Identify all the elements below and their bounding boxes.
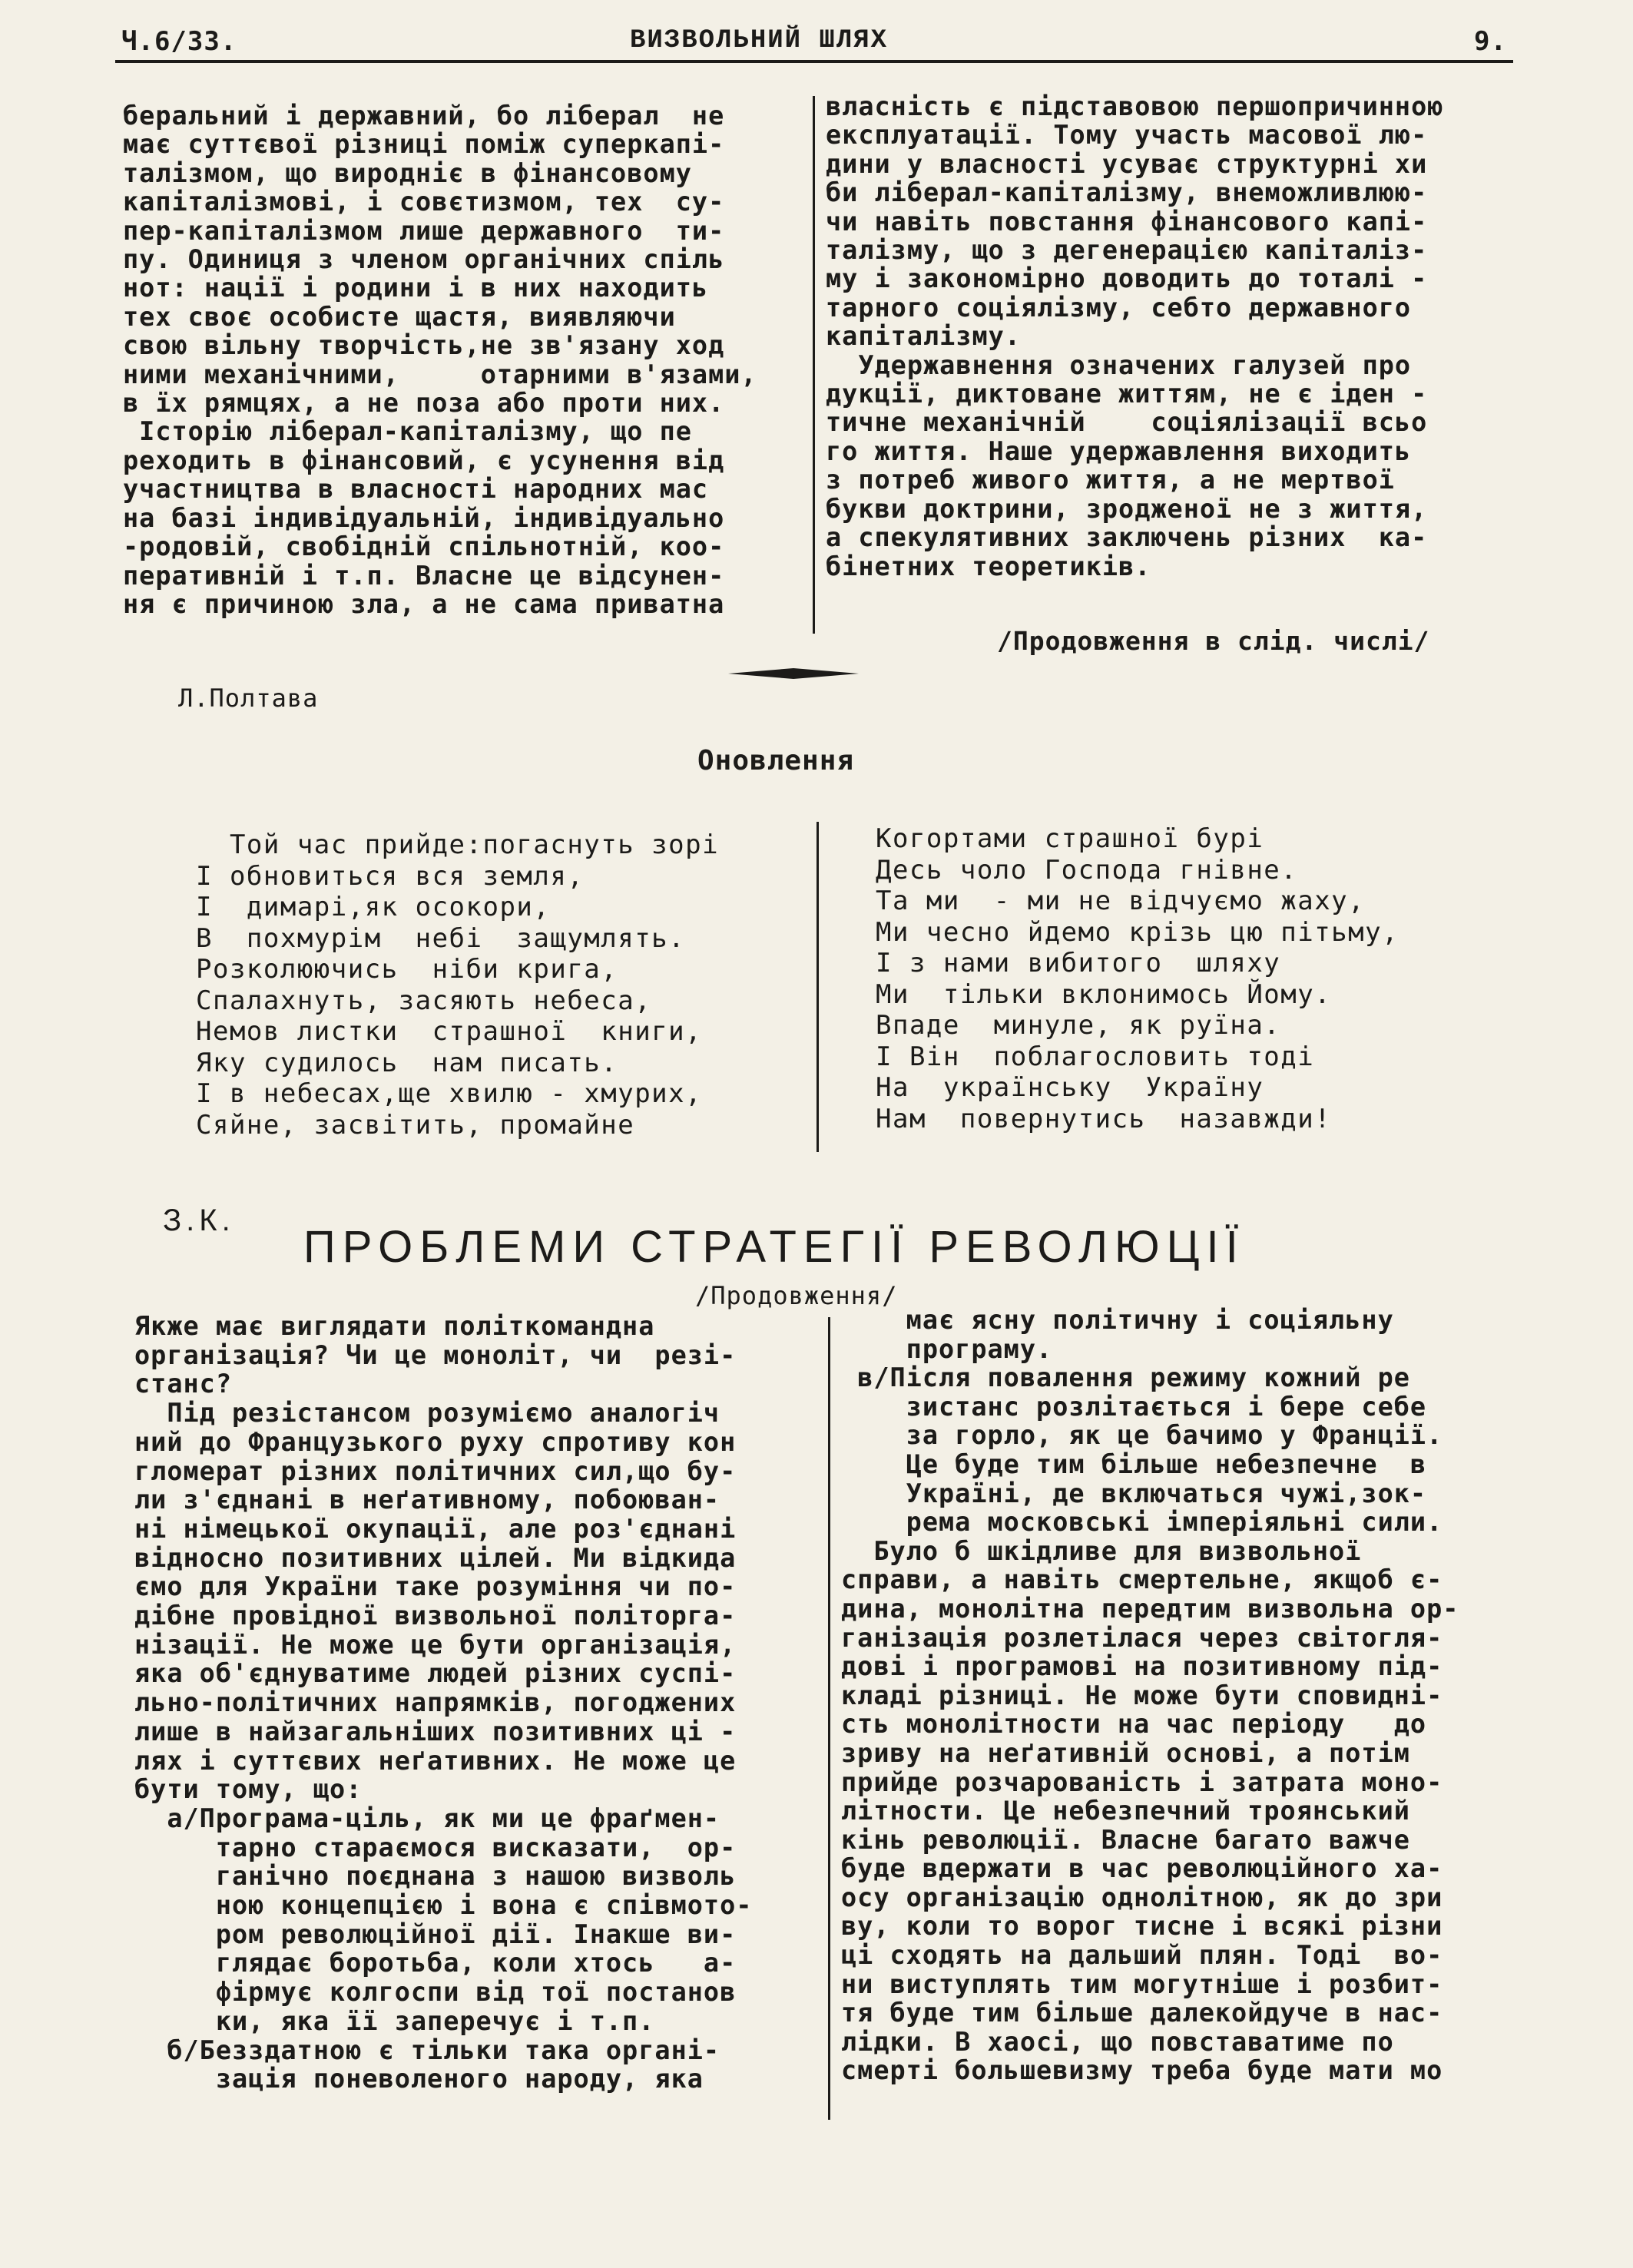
text-line: тя буде тим більше далекойдуче в нас-: [841, 1998, 1443, 2028]
text-line: дібне провідної визвольної політорга-: [134, 1601, 737, 1631]
text-line: дукції, диктоване життям, не є іден -: [826, 379, 1428, 409]
text-line: тичне механічній соціялізації всьо: [826, 407, 1428, 438]
text-line: му і закономірно доводить до тоталі -: [826, 263, 1428, 294]
text-line: капіталізму.: [826, 321, 1022, 352]
poem-line: Ми тільки вклонимось Йому.: [876, 978, 1332, 1010]
poem-title: Оновлення: [697, 745, 855, 776]
text-line: би ліберал-капіталізму, внеможливлюю-: [826, 177, 1428, 208]
poem-line: І з нами вибитого шляху: [876, 948, 1281, 978]
author-signature: Л.Полтава: [178, 684, 319, 713]
text-line: бути тому, що:: [134, 1774, 363, 1805]
text-line: має суттєвої різниці поміж суперкапі-: [123, 129, 725, 160]
text-line: бінетних теоретиків.: [826, 551, 1151, 581]
text-line: сть монолітности на час періоду до: [841, 1709, 1427, 1740]
text-line: смерті большевизму треба буде мати мо: [841, 2055, 1443, 2086]
text-line: Історію ліберал-капіталізму, що пе: [123, 416, 692, 447]
text-line: ними механічними, отарними в'язами,: [123, 359, 757, 389]
poem-line: Розколюючись ніби крига,: [196, 954, 618, 985]
text-line: зриву на неґативній основі, а потім: [841, 1737, 1410, 1768]
text-line: яка об'єднуватиме людей різних суспі-: [134, 1658, 737, 1689]
text-line: Було б шкідливе для визвольної: [841, 1535, 1362, 1566]
poem-divider: [816, 822, 819, 1152]
text-line: Якже має виглядати політкомандна: [134, 1311, 655, 1341]
text-line: відносно позитивних цілей. Ми відкида: [134, 1542, 737, 1573]
page-header: [115, 26, 1513, 65]
text-line: станс?: [134, 1369, 233, 1399]
text-line: Удержавнення означених галузей про: [826, 349, 1412, 380]
text-line: буде вдержати в час революційного ха-: [841, 1853, 1443, 1884]
text-line: ни виступлять тим могутніше і розбит-: [841, 1968, 1443, 1999]
poem-line: Той час прийде:погаснуть зорі: [196, 829, 720, 860]
text-line: ємо для України таке розуміння чи по-: [134, 1571, 737, 1602]
text-line: в/Після повалення режиму кожний ре: [841, 1362, 1410, 1393]
text-line: рема московські імперіяльні сили.: [841, 1507, 1443, 1538]
poem-line: Впаде минуле, як руїна.: [876, 1010, 1281, 1041]
text-line: ки, яка її заперечує і т.п.: [134, 2005, 655, 2036]
text-line: а/Програма-ціль, як ми це фраґмен-: [134, 1803, 720, 1833]
text-line: лише в найзагальніших позитивних ці -: [134, 1716, 737, 1747]
poem-line: Сяйне, засвітить, промайне: [196, 1109, 635, 1141]
poem-line: Немов листки страшної книги,: [196, 1016, 703, 1047]
text-line: участництва в власності народних мас: [123, 474, 709, 505]
text-line: літности. Це небезпечний троянський: [841, 1796, 1410, 1826]
text-line: глядає боротьба, коли хтось а-: [134, 1948, 737, 1978]
text-line: на базі індивідуальній, індивідуально: [123, 502, 725, 533]
poem-line: Яку судилось нам писать.: [196, 1047, 618, 1078]
text-line: кінь революції. Власне багато важче: [841, 1824, 1410, 1855]
text-line: б/Безздатною є тільки така органі-: [134, 2035, 720, 2065]
text-line: тарно стараємося висказати, ор-: [134, 1832, 737, 1862]
text-line: фірмує колгоспи від тої постанов: [134, 1977, 737, 2008]
poem-line: В похмурім небі защумлять.: [196, 922, 686, 954]
poem-line: Та ми - ми не відчуємо жаху,: [876, 886, 1366, 916]
text-line: пу. Одиниця з членом органічних спіль: [123, 244, 725, 275]
text-line: тарного соціялізму, себто державного: [826, 292, 1412, 323]
text-line: має ясну політичну і соціяльну: [841, 1305, 1394, 1335]
header-rule: [115, 60, 1513, 63]
text-line: капіталізмові, і совєтизмом, тех су-: [123, 187, 725, 217]
article2-author: З.К.: [163, 1204, 235, 1237]
text-line: ний до Французького руху спротиву кон: [134, 1426, 737, 1457]
section-divider-ornament: [728, 662, 859, 685]
poem-line: Ми чесно йдемо крізь цю пітьму,: [876, 916, 1399, 948]
text-line: а спекулятивних заключень різних ка-: [826, 522, 1428, 553]
text-line: лідки. В хаосі, що повставатиме по: [841, 2026, 1394, 2057]
text-line: Це буде тим більше небезпечне в: [841, 1449, 1427, 1479]
text-line: реходить в фінансовий, є усунення від: [123, 445, 725, 475]
journal-title: ВИЗВОЛЬНИЙ ШЛЯХ: [630, 26, 889, 55]
text-line: осу організацію однолітною, як до зри: [841, 1882, 1443, 1912]
text-line: організація? Чи це моноліт, чи резі-: [134, 1339, 737, 1370]
text-line: гломерат різних політичних сил,що бу-: [134, 1455, 737, 1486]
text-line: ні німецької окупації, але роз'єднані: [134, 1513, 737, 1544]
text-line: Україні, де включаться чужі,зок-: [841, 1478, 1427, 1508]
article2-left-column: [134, 1312, 810, 2094]
text-line: беральний і державний, бо ліберал не: [123, 101, 725, 131]
poem-line: І димарі,як осокори,: [196, 892, 551, 922]
text-line: ною концепцією і вона є співмото-: [134, 1890, 753, 1921]
text-line: ганічно поєднана з нашою визволь: [134, 1861, 737, 1892]
text-line: з потреб живого життя, а не мертвої: [826, 465, 1395, 495]
text-line: кладі різниці. Не може бути сповидні-: [841, 1680, 1443, 1710]
text-line: зистанс розлітається і бере себе: [841, 1391, 1427, 1422]
text-line: перативній і т.п. Власне це відсунен-: [123, 560, 725, 591]
poem-line: І обновиться вся земля,: [196, 860, 585, 892]
poem-left-stanza: [196, 829, 810, 1141]
text-line: Під резістансом розуміємо аналогіч: [134, 1398, 720, 1429]
column-divider-2: [828, 1317, 830, 2120]
article2-subtitle: /Продовження/: [695, 1281, 898, 1310]
text-line: прийде розчарованість і затрата моно-: [841, 1766, 1443, 1797]
text-line: ці сходять на дальший плян. Тоді во-: [841, 1940, 1443, 1971]
text-line: власність є підставовою першопричинною: [826, 91, 1444, 121]
column-divider: [813, 96, 815, 634]
text-line: свою вільну творчість,не зв'язану ход: [123, 330, 725, 361]
text-line: нот: нації і родини і в них находить: [123, 273, 709, 303]
text-line: ву, коли то ворог тисне і всякі різни: [841, 1911, 1443, 1942]
text-line: справи, а навіть смертельне, якщоб є-: [841, 1564, 1443, 1595]
poem-line: І в небесах,ще хвилю - хмурих,: [196, 1078, 703, 1109]
text-line: в їх рямцях, а не поза або проти них.: [123, 388, 725, 419]
article1-left-column: [123, 101, 799, 618]
poem-line: І Він поблагословить тоді: [876, 1041, 1315, 1072]
text-line: льно-політичних напрямків, погоджених: [134, 1687, 737, 1718]
article1-right-column: [826, 92, 1517, 581]
poem-right-stanza: [876, 823, 1505, 1134]
text-line: за горло, як це бачимо у Франції.: [841, 1420, 1443, 1451]
text-line: -родовій, свобідній спільнотній, коо-: [123, 531, 725, 562]
issue-number: Ч.6/33.: [121, 26, 237, 57]
poem-line: Десь чоло Господа гнівне.: [876, 854, 1298, 886]
text-line: ганізація розлетілася через світогля-: [841, 1622, 1443, 1653]
text-line: ром революційної дії. Інакше ви-: [134, 1919, 737, 1949]
text-line: талізмом, що виродніє в фінансовому: [123, 157, 692, 188]
text-line: чи навіть повстання фінансового капі-: [826, 206, 1428, 237]
poem-line: На українську Україну: [876, 1072, 1264, 1103]
poem-line: Когортами страшної бурі: [876, 823, 1264, 854]
text-line: експлуатації. Тому участь масової лю-: [826, 120, 1428, 151]
text-line: ня є причиною зла, а не сама приватна: [123, 588, 725, 619]
text-line: лях і суттєвих неґативних. Не може це: [134, 1745, 737, 1776]
text-line: тех своє особисте щастя, виявляючи: [123, 301, 676, 332]
text-line: нізації. Не може це бути організація,: [134, 1629, 737, 1660]
text-line: зація поневоленого народу, яка: [134, 2064, 704, 2094]
page-number: 9.: [1474, 26, 1507, 57]
continued-note: /Продовження в слід. числі/: [997, 626, 1430, 656]
text-line: дина, монолітна передтим визвольна ор-: [841, 1593, 1459, 1624]
text-line: програму.: [841, 1333, 1053, 1364]
text-line: дові і програмові на позитивному під-: [841, 1651, 1443, 1682]
poem-line: Нам повернутись назавжди!: [876, 1103, 1332, 1134]
text-line: пер-капіталізмом лише державного ти-: [123, 215, 725, 246]
text-line: букви доктрини, зродженої не з життя,: [826, 493, 1428, 524]
text-line: го життя. Наше удержавлення виходить: [826, 435, 1412, 466]
poem-line: Спалахнуть, засяють небеса,: [196, 985, 652, 1016]
text-line: талізму, що з дегенерацією капіталіз-: [826, 235, 1428, 266]
article2-title: ПРОБЛЕМИ СТРАТЕГІЇ РЕВОЛЮЦІЇ: [303, 1222, 1245, 1272]
text-line: дини у власності усуває структурні хи: [826, 148, 1428, 179]
article2-right-column: [841, 1306, 1517, 2085]
text-line: ли з'єднані в неґативному, побоюван-: [134, 1485, 720, 1515]
